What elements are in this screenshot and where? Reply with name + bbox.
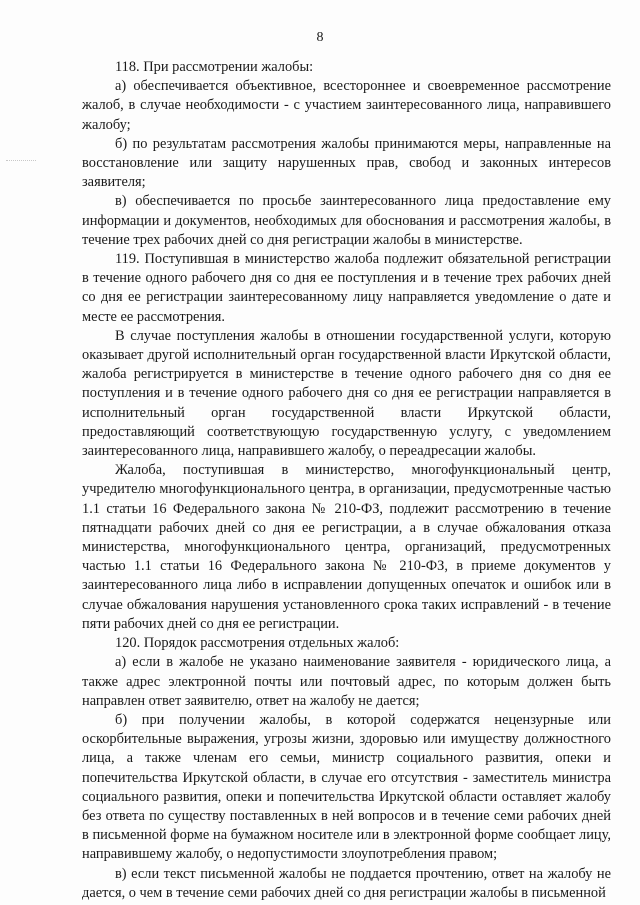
paragraph-120-c: в) если текст письменной жалобы не поддается прочтению, ответ на жалобу не дается, о чем в течение семи рабочих дней со дня регистрации жалобы в письменной xyxy=(82,865,611,901)
paragraph-119-terms: Жалоба, поступившая в министерство, многофункциональный центр, учредителю многофункционального центра, в организации, предусмотренные частью 1.1 статьи 16 Федерального закона № 210-ФЗ, подлежит рассмотрению в течение пятнадцати рабочих дней со дня ее регистрации, а в случае обжалования отказа министерства, многофункционального центра, организаций, предусмотренных частью 1.1 статьи 16 Федерального закона № 210-ФЗ, в приеме документов у заинтересованного лица либо в исправлении допущенных опечаток и ошибок или в случае обжалования нарушения установленного срока таких исправлений - в течение пяти рабочих дней со дня ее регистрации. xyxy=(82,462,611,632)
page-number: 8 xyxy=(316,30,324,45)
paragraph-118-c: в) обеспечивается по просьбе заинтересованного лица предоставление ему информации и документов, необходимых для обоснования и рассмотрения жалобы, в течение трех рабочих дней со дня регистрации жалобы в министерстве. xyxy=(82,193,611,248)
paragraph-120-b: б) при получении жалобы, в которой содержатся нецензурные или оскорбительные выражения, угрозы жизни, здоровью или имуществу должностного лица, а также членам его семьи, министр социального развития, опеки и попечительства Иркутской области, в случае его отсутствия - заместитель министра социального развития, опеки и попечительства Иркутской области оставляет жалобу без ответа по существу поставленных в ней вопросов и в течение семи рабочих дней в письменной форме на бумажном носителе или в электронной форме сообщает лицу, направившему жалобу, о недопустимости злоупотребления правом; xyxy=(82,711,611,863)
paragraph-120-a: а) если в жалобе не указано наименование заявителя - юридического лица, а также адрес электронной почты или почтовый адрес, по которым должен быть направлен ответ заявителю, ответ на жалобу не дается; xyxy=(82,654,611,709)
paragraph-118-b: б) по результатам рассмотрения жалобы принимаются меры, направленные на восстановление или защиту нарушенных прав, свобод и законных интересов заявителя; xyxy=(82,135,611,191)
paragraph-120-heading: 120. Порядок рассмотрения отдельных жалоб: xyxy=(115,635,400,652)
paragraph-119-redirect: В случае поступления жалобы в отношении государственной услуги, которую оказывает другой исполнительный орган государственной власти Иркутской области, жалоба регистрируется в министерстве в течение одного рабочего дня со дня ее поступления и в течение одного рабочего дня со дня ее регистрации направляется в исполнительный орган государственной власти Иркутской области, предоставляющий соответствующую государственную услугу, с уведомлением заинтересованного лица, направившего жалобу, о переадресации жалобы. xyxy=(82,327,611,460)
paragraph-119: 119. Поступившая в министерство жалоба подлежит обязательной регистрации в течение одного рабочего дня со дня ее поступления и в течение трех рабочих дней со дня ее регистрации заинтересованному лицу направляется уведомление о дате и месте ее рассмотрения. xyxy=(82,251,611,325)
paragraph-118-a: а) обеспечивается объективное, всестороннее и своевременное рассмотрение жалоб, в случае необходимости - с участием заинтересованного лица, направившего жалобу; xyxy=(82,78,611,133)
paragraph-118-heading: 118. При рассмотрении жалобы: xyxy=(115,59,314,75)
document-body xyxy=(82,58,611,903)
margin-mark xyxy=(6,160,36,165)
